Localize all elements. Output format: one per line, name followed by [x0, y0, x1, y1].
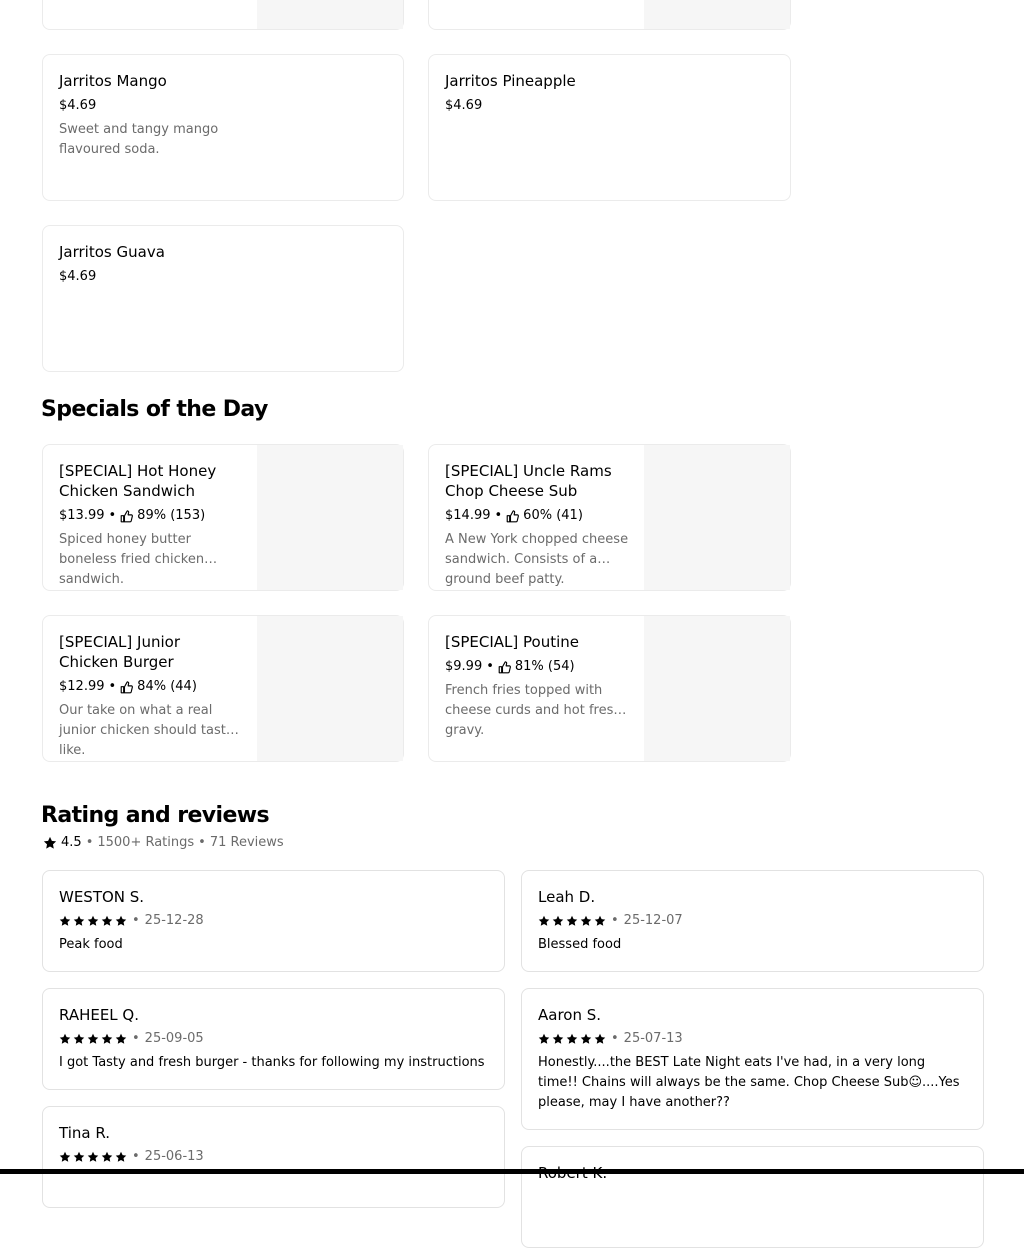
review-stars — [538, 912, 967, 930]
section-title-reviews: Rating and reviews — [41, 803, 270, 828]
menu-item-card[interactable] — [42, 0, 404, 30]
star-icon — [566, 1033, 578, 1045]
rating-text: 60% (41) — [523, 508, 583, 523]
star-icon — [43, 836, 57, 850]
reviewer-name: Leah D. — [538, 888, 596, 906]
star-icon — [87, 1033, 99, 1045]
thumbs-up-icon — [498, 661, 511, 674]
rating-text: 89% (153) — [137, 508, 206, 523]
menu-item-description: Our take on what a real junior chicken should taste like. — [59, 703, 234, 758]
star-icon — [580, 1033, 592, 1045]
menu-item-meta — [59, 678, 197, 696]
menu-item-description: Sweet and tangy mango flavoured soda. — [59, 122, 219, 157]
special-item-card[interactable] — [428, 615, 791, 762]
thumbs-up-icon — [120, 510, 133, 523]
menu-item-name: [SPECIAL] Uncle Rams Chop Cheese Sub — [445, 462, 612, 500]
menu-item-name: [SPECIAL] Poutine — [445, 633, 580, 651]
star-icon — [115, 1151, 127, 1163]
review-card[interactable] — [42, 870, 505, 972]
review-date: 25-12-07 — [623, 913, 683, 928]
separator: • — [108, 679, 117, 694]
bottom-bar — [0, 1169, 1024, 1174]
menu-item-price — [445, 97, 482, 115]
review-date: 25-06-13 — [144, 1149, 204, 1164]
price-text: $12.99 — [59, 679, 105, 694]
menu-item-image — [257, 445, 403, 590]
star-icon — [552, 915, 564, 927]
reviewer-name: WESTON S. — [59, 888, 145, 906]
star-icon — [552, 1033, 564, 1045]
review-date: 25-07-13 — [623, 1031, 683, 1046]
menu-item-card[interactable] — [428, 0, 791, 30]
menu-item-name: [SPECIAL] Hot Honey Chicken Sandwich — [59, 462, 217, 500]
star-icon — [580, 915, 592, 927]
menu-item-meta — [445, 658, 575, 676]
price-text: $14.99 — [445, 508, 491, 523]
reviewer-name: RAHEEL Q. — [59, 1006, 140, 1024]
separator: • — [132, 1149, 140, 1164]
menu-item-description: A New York chopped cheese sandwich. Consists of a ground beef patty. — [445, 532, 629, 587]
review-stars — [538, 1030, 967, 1048]
reviews-count: 71 Reviews — [209, 835, 284, 850]
menu-item-name: Jarritos Guava — [59, 243, 165, 261]
menu-item-price — [59, 97, 96, 115]
star-icon — [59, 1151, 71, 1163]
menu-item-name: Jarritos Pineapple — [445, 72, 576, 90]
menu-item-image — [644, 0, 790, 29]
review-card[interactable] — [521, 1146, 984, 1248]
review-stars — [59, 1148, 488, 1166]
menu-item-card[interactable] — [42, 225, 404, 372]
star-icon — [101, 915, 113, 927]
star-icon — [73, 915, 85, 927]
separator: • — [486, 659, 494, 674]
separator: • — [132, 1031, 140, 1046]
star-icon — [594, 915, 606, 927]
separator: • — [494, 508, 503, 523]
menu-item-card[interactable] — [428, 54, 791, 201]
separator: • — [85, 835, 94, 850]
average-rating: 4.5 — [61, 835, 82, 850]
review-card[interactable] — [521, 988, 984, 1130]
star-icon — [73, 1151, 85, 1163]
review-date: 25-09-05 — [144, 1031, 204, 1046]
review-stars — [59, 912, 488, 930]
menu-item-image — [644, 445, 790, 590]
star-icon — [566, 915, 578, 927]
thumbs-up-icon — [120, 681, 133, 694]
special-item-card[interactable] — [42, 615, 404, 762]
review-card[interactable] — [521, 870, 984, 972]
star-icon — [115, 1033, 127, 1045]
reviewer-name: Aaron S. — [538, 1006, 602, 1024]
review-card[interactable] — [42, 988, 505, 1090]
special-item-card[interactable] — [42, 444, 404, 591]
menu-item-image — [257, 0, 403, 29]
review-stars — [59, 1030, 488, 1048]
menu-item-card[interactable] — [42, 54, 404, 201]
review-card[interactable] — [42, 1106, 505, 1208]
separator: • — [611, 1031, 619, 1046]
reviewer-name: Tina R. — [59, 1124, 110, 1142]
separator: • — [108, 508, 117, 523]
price-text: $9.99 — [445, 659, 483, 674]
separator: • — [198, 835, 206, 850]
star-icon — [538, 915, 550, 927]
rating-text: 84% (44) — [137, 679, 197, 694]
menu-item-name: Jarritos Mango — [59, 72, 167, 90]
star-icon — [87, 915, 99, 927]
menu-item-meta — [445, 507, 583, 525]
rating-text: 81% (54) — [514, 659, 575, 674]
star-icon — [59, 1033, 71, 1045]
review-date: 25-12-28 — [144, 913, 204, 928]
separator: • — [132, 913, 140, 928]
menu-item-price — [59, 268, 96, 286]
review-text: Peak food — [59, 937, 123, 952]
menu-item-meta — [59, 507, 205, 525]
star-icon — [73, 1033, 85, 1045]
ratings-count: 1500+ Ratings — [97, 835, 195, 850]
star-icon — [538, 1033, 550, 1045]
price-text: $4.69 — [445, 98, 483, 113]
section-title-specials: Specials of the Day — [41, 397, 268, 422]
menu-item-image — [644, 616, 790, 761]
menu-item-description: Spiced honey butter boneless fried chicken sandwich. — [59, 532, 205, 587]
star-icon — [115, 915, 127, 927]
rating-summary — [43, 835, 284, 850]
star-icon — [594, 1033, 606, 1045]
menu-item-image — [257, 616, 403, 761]
star-icon — [59, 915, 71, 927]
review-text: I got Tasty and fresh burger - thanks for following my instructions — [59, 1055, 485, 1070]
menu-item-name: [SPECIAL] Junior Chicken Burger — [59, 633, 180, 671]
star-icon — [101, 1151, 113, 1163]
review-text: Honestly....the BEST Late Night eats I've had, in a very long time!! Chains will always be the same. Chop Cheese Sub☺....Yes please, may I have another?? — [538, 1055, 960, 1110]
menu-item-description: French fries topped with cheese curds and hot fresh gravy. — [445, 683, 622, 738]
price-text: $4.69 — [59, 269, 97, 284]
review-text: Blessed food — [538, 937, 622, 952]
price-text: $4.69 — [59, 98, 97, 113]
star-icon — [101, 1033, 113, 1045]
thumbs-up-icon — [506, 510, 519, 523]
star-icon — [87, 1151, 99, 1163]
separator: • — [611, 913, 619, 928]
special-item-card[interactable] — [428, 444, 791, 591]
price-text: $13.99 — [59, 508, 105, 523]
